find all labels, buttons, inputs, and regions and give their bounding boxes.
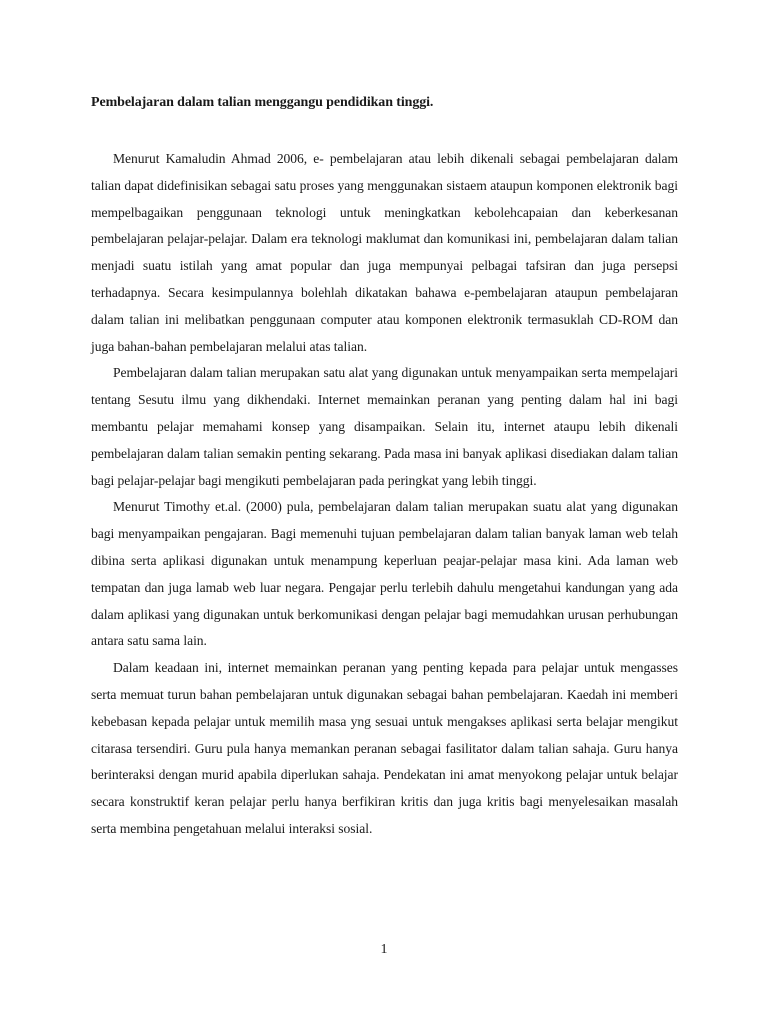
paragraph-3: Menurut Timothy et.al. (2000) pula, pembelajaran dalam talian merupakan suatu alat yang digunakan bagi menyampaikan pengajaran. Bagi memenuhi tujuan pembelajaran dalam talian banyak laman web telah dibina serta aplikasi digunakan untuk menampung keperluan peajar-pelajar masa kini. Ada laman web tempatan dan juga lamab web luar negara. Pengajar perlu terlebih dahulu mengetahui kandungan yang ada dalam aplikasi yang digunakan untuk berkomunikasi dengan pelajar bagi memudahkan urusan perhubungan antara satu sama lain.	[91, 499, 678, 649]
document-title: Pembelajaran dalam talian menggangu pendidikan tinggi.	[91, 95, 434, 110]
paragraph-1: Menurut Kamaludin Ahmad 2006, e- pembelajaran atau lebih dikenali sebagai pembelajaran dalam talian dapat didefinisikan sebagai satu proses yang menggunakan sistaem ataupun komponen elektronik bagi mempelbagaikan penggunaan teknologi untuk meningkatkan kebolehcapaian dan keberkesanan pembelajaran pelajar-pelajar. Dalam era teknologi maklumat dan komunikasi ini, pembelajaran dalam talian menjadi suatu istilah yang amat popular dan juga mempunyai pelbagai tafsiran dan juga persepsi terhadapnya. Secara kesimpulannya bolehlah dikatakan bahawa e-pembelajaran ataupun pembelajaran dalam talian ini melibatkan penggunaan computer atau komponen elektronik termasuklah CD-ROM dan juga bahan-bahan pembelajaran melalui atas talian.	[91, 151, 678, 354]
paragraph-4: Dalam keadaan ini, internet memainkan peranan yang penting kepada para pelajar untuk mengasses serta memuat turun bahan pembelajaran untuk digunakan sebagai bahan pembelajaran. Kaedah ini memberi kebebasan kepada pelajar untuk memilih masa yng sesuai untuk mengakses aplikasi serta belajar mengikut citarasa tersendiri. Guru pula hanya memankan peranan sebagai fasilitator dalam talian sahaja. Guru hanya berinteraksi dengan murid apabila diperlukan sahaja. Pendekatan ini amat menyokong pelajar untuk belajar secara konstruktif keran pelajar perlu hanya berfikiran kritis dan juga kritis bagi menyelesaikan masalah serta membina pengetahuan melalui interaksi sosial.	[91, 660, 678, 836]
page-number: 1	[380, 942, 388, 957]
document-content	[91, 92, 678, 843]
paragraph-2: Pembelajaran dalam talian merupakan satu alat yang digunakan untuk menyampaikan serta mempelajari tentang Sesutu ilmu yang dikhendaki. Internet memainkan peranan yang penting dalam hal ini bagi membantu pelajar memahami konsep yang disampaikan. Selain itu, internet ataupu lebih dikenali pembelajaran dalam talian semakin penting sekarang. Pada masa ini banyak aplikasi disediakan dalam talian bagi pelajar-pelajar bagi mengikuti pembelajaran pada peringkat yang lebih tinggi.	[91, 365, 678, 488]
document-body	[91, 146, 678, 843]
